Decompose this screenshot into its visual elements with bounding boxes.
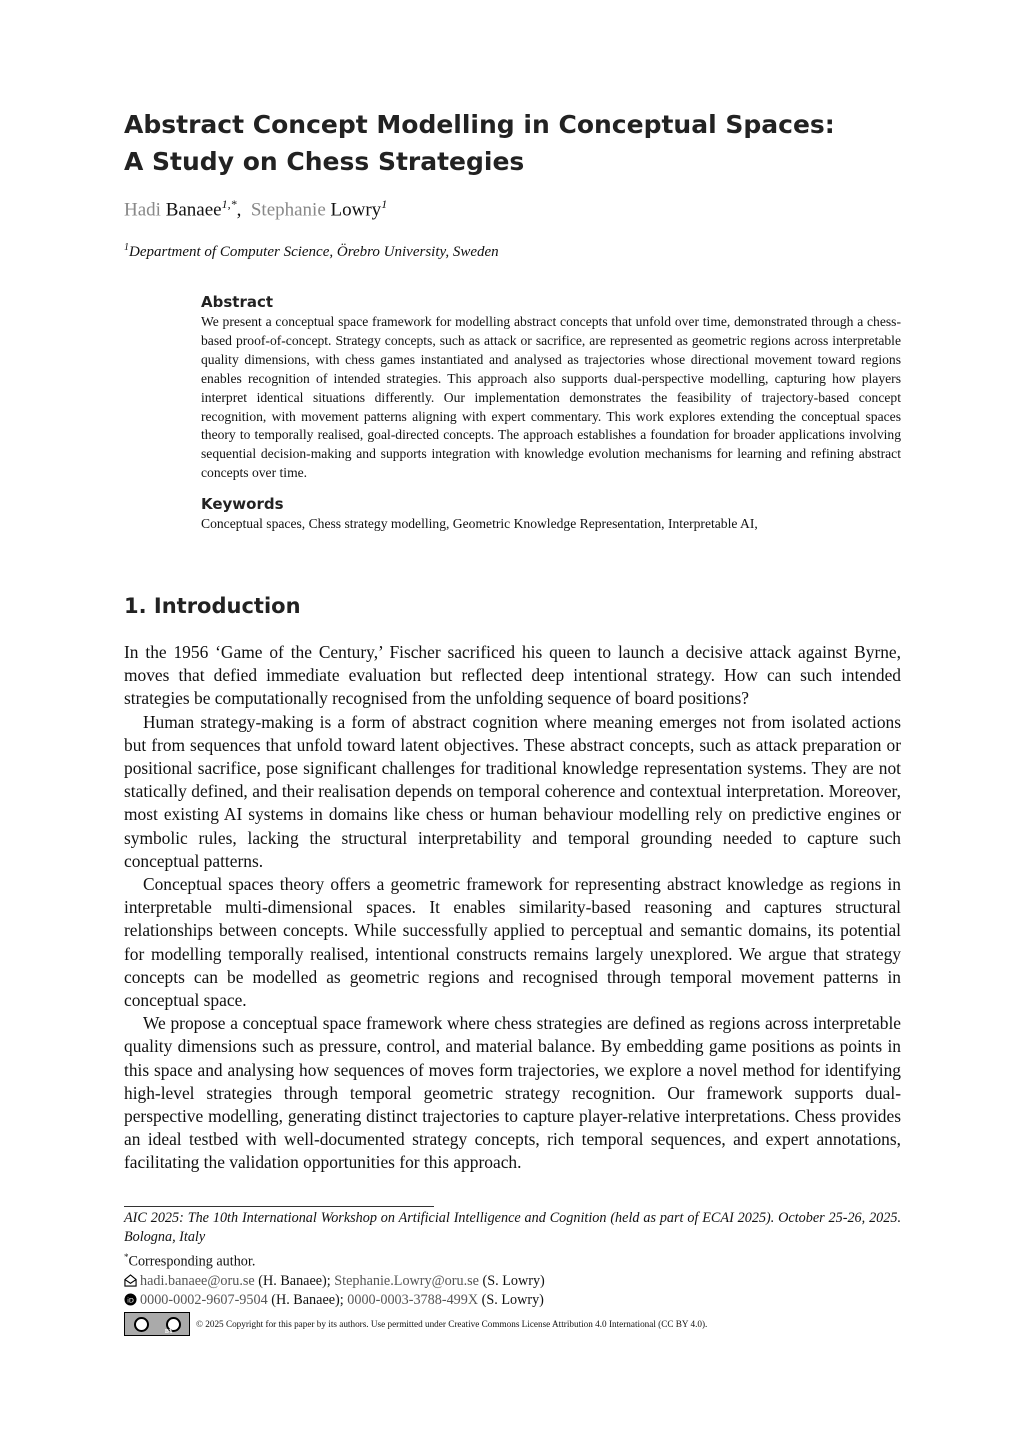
abstract-heading: Abstract <box>201 293 274 311</box>
email-icon <box>124 1274 137 1287</box>
svg-text:iD: iD <box>127 1296 134 1305</box>
corresponding-note: *Corresponding author. <box>124 1251 256 1270</box>
affiliation: $^1$Department of Computer Science, Örebro University, Sweden <box>124 242 499 260</box>
section-heading: 1. Introduction <box>124 594 301 618</box>
author-list: Hadi Banaee$^{1,*}$, Stephanie Lowry$^1$ <box>124 197 388 221</box>
author-family: Lowry <box>330 199 382 221</box>
orcid-icon <box>124 1293 137 1306</box>
footnote-rule <box>124 1206 434 1207</box>
paragraph: In the 1956 ‘Game of the Century,’ Fischer sacrificed his queen to launch a decisive attack against Byrne, moves that defied immediate evaluation but reflected deep intentional strategy. How can such intended strategies be computationally recognised from the unfolding sequence of board positions? <box>124 642 901 709</box>
keywords <box>201 495 901 534</box>
paragraph: We propose a conceptual space framework where chess strategies are defined as regions across interpretable quality dimensions such as pressure, control, and material balance. By embedding game positions as points in this space and analysing how sequences of moves form trajectories, we explore a novel method for identifying high-level strategies through temporal geometric strategy recognition. Our framework supports dual-perspective modelling, generating distinct trajectories to capture player-relative interpretations. Chess provides an ideal testbed with well-documented strategy concepts, rich temporal sequences, and expert annotations, facilitating the validation opportunities for this approach. <box>124 1013 901 1173</box>
abstract-text: We present a conceptual space framework for modelling abstract concepts that unfold over time, demonstrated through a chess-based proof-of-concept. Strategy concepts, such as attack or sacrifice, are represented as geometric regions across interpretable quality dimensions, with chess games instantiated and analysed as trajectories whose directional movement toward regions enables recognition of intended strategies. This approach also supports dual-perspective modelling, capturing how players interpret identical situations differently. Our implementation demonstrates the feasibility of trajectory-based concept recognition, with movement patterns aligning with expert commentary. This work explores extending the conceptual spaces theory to temporally realised, goal-directed concepts. The approach establishes a foundation for broader applications involving sequential decision-making and supports integration with knowledge evolution mechanisms for learning and refining abstract concepts over time. <box>201 314 901 481</box>
email-link-lowry[interactable]: Stephanie.Lowry@oru.se <box>334 1272 479 1289</box>
author-given: Hadi <box>124 199 161 221</box>
copyright-text: © 2025 Copyright for this paper by its authors. Use permitted under Creative Commons License Attribution 4.0 International (CC BY 4.0). <box>196 1318 708 1329</box>
paragraph: Conceptual spaces theory offers a geometric framework for representing abstract knowledge as regions in interpretable multi-dimensional spaces. It enables similarity-based reasoning and captures structural relationships between concepts. While successfully applied to perceptual and semantic domains, its potential for modelling temporally realised, intentional constructs remains largely unexplored. We argue that strategy concepts can be modelled as geometric regions and recognised through temporal movement patterns in conceptual space. <box>124 874 901 1011</box>
paragraph: Human strategy-making is a form of abstract cognition where meaning emerges not from isolated actions but from sequences that unfold toward latent objectives. These abstract concepts, such as attack preparation or positional sacrifice, pose significant challenges for traditional knowledge representation systems. They are not statically defined, and their realisation depends on temporal coherence and contextual interpretation. Moreover, most existing AI systems in domains like chess or human behaviour modelling rely on predictive engines or symbolic rules, lacking the structural interpretability and temporal grounding needed to capture such conceptual patterns. <box>124 711 901 871</box>
paper-title: Abstract Concept Modelling in Conceptual Spaces: A Study on Chess Strategies <box>124 110 835 176</box>
author-family: Banaee <box>165 199 222 221</box>
orcid-line: iD 0000-0002-9607-9504 (H. Banaee); 0000-0003-3788-499X (S. Lowry) <box>124 1291 901 1310</box>
footnotes <box>124 1209 901 1338</box>
email-line: hadi.banaee@oru.se (H. Banaee); Stephanie.Lowry@oru.se (S. Lowry) <box>124 1272 901 1291</box>
orcid-link-lowry[interactable]: 0000-0003-3788-499X <box>347 1291 479 1308</box>
license-line <box>124 1312 707 1336</box>
email-link-banaee[interactable]: hadi.banaee@oru.se <box>140 1272 255 1289</box>
author-given: Stephanie <box>250 199 326 221</box>
abstract <box>201 293 901 483</box>
orcid-link-banaee[interactable]: 0000-0002-9607-9504 <box>140 1291 268 1308</box>
keywords-heading: Keywords <box>201 495 284 513</box>
keywords-text: Conceptual spaces, Chess strategy modelling, Geometric Knowledge Representation, Interpretable AI, <box>201 516 758 531</box>
venue-note: AIC 2025: The 10th International Workshop on Artificial Intelligence and Cognition (held as part of ECAI 2025). October 25-26, 2025. Bologna, Italy <box>124 1210 901 1246</box>
body-text <box>124 641 901 1175</box>
cc-by-badge-icon: BY <box>124 1312 190 1336</box>
